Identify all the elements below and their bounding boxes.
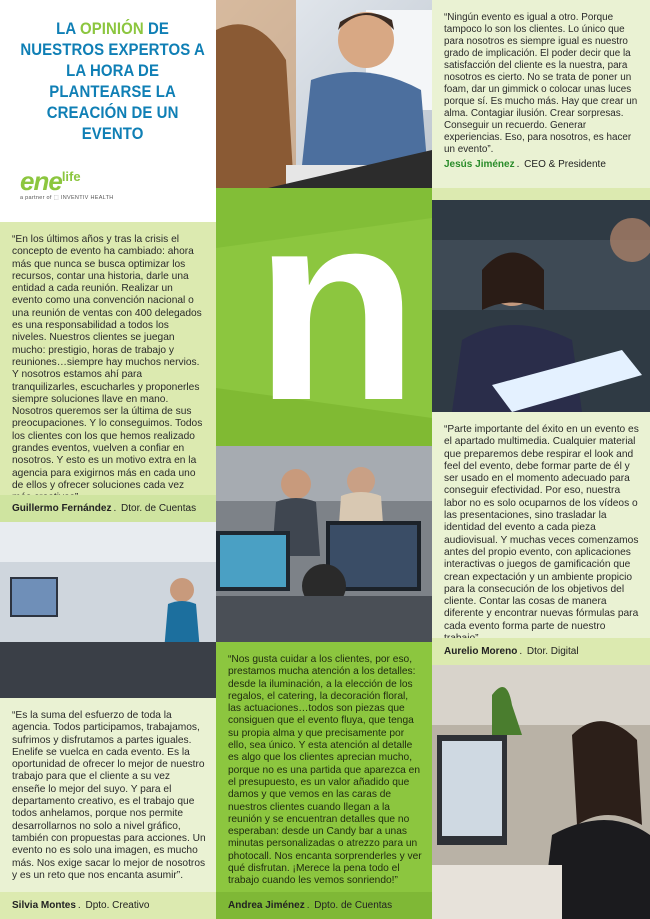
quote-signature: Silvia Montes . Dpto. Creativo bbox=[0, 892, 216, 919]
author-role: CEO & Presidente bbox=[524, 159, 606, 170]
quote-text: “En los últimos años y tras la crisis el concepto de evento ha cambiado: ahora más que nunca se busca optimizar los recursos, contar una historia, darle una entidad a cada reunión. Realizar un evento como una convención nacional o una reunión de ventas con 400 delegados es una responsabilidad a todos los niveles. Nuestros clientes se juegan mucho: prestigio, horas de trabajo y reuniones…siempre hay muchos nervios. Y nosotros estamos ahí para tranquilizarles, escucharles y proponerles siempre soluciones llave en mano. Nosotros queremos ser la última de sus preocupaciones. Y lo conseguimos. Todos los clientes con los que hemos realizado grandes eventos, vuelven a confiar en nosotros. Y esto es un motivo extra en la agencia para exigirnos más en cada uno de ellos y ofrecer soluciones cada vez bbox=[12, 234, 203, 491]
photo-woman-tablet bbox=[432, 200, 650, 412]
quote-text: “Nos gusta cuidar a los clientes, por eso, prestamos mucha atención a los detalles: desde la iluminación, a la elección de los regalos, el catering, la decoración floral, las actuaciones…todos son piezas que consiguen que el evento fluya, que tenga su propia alma y que precisamente por ello, sea único. Y esta atención al detalle es algo que los clientes aprecian mucho, porque no es una partida que aparezca en el presupuesto, es un valor añadido que damos y que vemos en las caras de nuestros clientes cuando llegan a la reunión y se encuentran detalles que no esperaban: desde un Candy bar a unas minutas personalizadas o atrezzo para un photocall. Nos encanta sorprenderles y ver qué disfrutan. ¡Merece la pena todo el trabajo cuando les vemos sonriendo!” bbox=[228, 654, 422, 887]
quote-panel-jesus bbox=[432, 0, 650, 188]
quote-panel-silvia bbox=[0, 698, 216, 919]
author-role: Dpto. Creativo bbox=[85, 900, 150, 911]
quote-panel-aurelio bbox=[432, 412, 650, 665]
page-title: LA OPINIÓN DE NUESTROS EXPERTOS A LA HORA DE PLANTEARSE LA CREACIÓN DE UN EVENTO bbox=[20, 19, 205, 143]
quote-panel-guillermo bbox=[0, 222, 216, 522]
photo-office-computers bbox=[216, 446, 432, 642]
quote-signature: Aurelio Moreno . Dtor. Digital bbox=[432, 638, 650, 665]
author-role: Dtor. de Cuentas bbox=[121, 503, 197, 514]
quote-signature: Guillermo Fernández . Dtor. de Cuentas bbox=[0, 495, 216, 522]
quote-panel-andrea bbox=[216, 642, 432, 919]
photo-office-woman bbox=[0, 522, 216, 698]
quote-text: “Es la suma del esfuerzo de toda la agencia. Todos participamos, trabajamos, sufrimos y disfrutamos a partes iguales. Enelife se vuelca en cada evento. Es la oportunidad de ofrecer lo mejor de nuestro trabajo para que el cliente a su vez enseñe lo mejor del suyo. Y para el departamento creativo, es el trabajo que todos anhelamos, porque nos permite desarrollarnos no solo a nivel gráfico, también con propuestas para acciones. Un evento no es solo una imagen, es mucho más. Nos exige sacar lo mejor de nosotros y es un reto que nos encanta asumir”. bbox=[12, 710, 206, 881]
photo-office-illustration bbox=[0, 522, 216, 698]
author-role: Dpto. de Cuentas bbox=[314, 900, 393, 911]
author-name: Silvia Montes bbox=[12, 900, 76, 911]
photo-woman-desk-illustration bbox=[432, 665, 650, 919]
quote-text: “Ningún evento es igual a otro. Porque tampoco lo son los clientes. Lo único que para nosotros es siempre igual es nuestro grado de implicación. El poder decir que la satisfacción del cliente es la nuestra, para nosotros es cierto. No se trata de poner un foam, dar un gimmick o colocar unas luces porque sí. Es mucho más. Hay que crear un alma. Contagiar ilusión. Crear sorpresas. Conseguir un recuerdo. Generar experiencias. Eso, para nosotros, es hacer un evento”. bbox=[444, 12, 638, 155]
logo-tagline: a partner of ⬚ INVENTIV HEALTH bbox=[20, 195, 114, 201]
title-panel bbox=[0, 0, 216, 222]
author-name: Jesús Jiménez bbox=[444, 159, 515, 170]
title-highlight: OPINIÓN bbox=[79, 19, 144, 38]
quote-signature: Jesús Jiménez . CEO & Presidente bbox=[444, 159, 606, 170]
center-letter-tile bbox=[216, 188, 432, 446]
enelife-logo: ene$^{life}$ a partner of ⬚ INVENTIV HEALTH bbox=[20, 166, 140, 208]
author-role: Dtor. Digital bbox=[526, 646, 579, 657]
author-name: Aurelio Moreno bbox=[444, 646, 518, 657]
author-name: Andrea Jiménez bbox=[228, 900, 305, 911]
quote-signature: Andrea Jiménez . Dpto. de Cuentas bbox=[216, 892, 432, 919]
author-name: Guillermo Fernández bbox=[12, 503, 112, 514]
center-letter: n bbox=[254, 188, 419, 446]
photo-computers-illustration bbox=[216, 446, 432, 642]
photo-woman-desk bbox=[432, 665, 650, 919]
quote-text: “Parte importante del éxito en un evento es el apartado multimedia. Cualquier material que preparemos debe respirar el look and feel del evento, debe formar parte de él y ser usado en el momento adecuado para conseguir efectividad. Por eso, nuestra labor no es solo ocuparnos de los vídeos o las presentaciones, sino trasladar la identidad del evento a cada pieza audiovisual. Y muchas veces comenzamos antes del propio evento, con aplicaciones interactivas o juegos de gamificación que crean expectación y un ambiente propicio para la consecución de los objetivos del cliente. Contar las cosas de manera diferente y encontrar nuevas fórmulas para cada evento forma parte de nuestro bbox=[444, 424, 639, 632]
photo-woman-illustration bbox=[432, 200, 650, 412]
